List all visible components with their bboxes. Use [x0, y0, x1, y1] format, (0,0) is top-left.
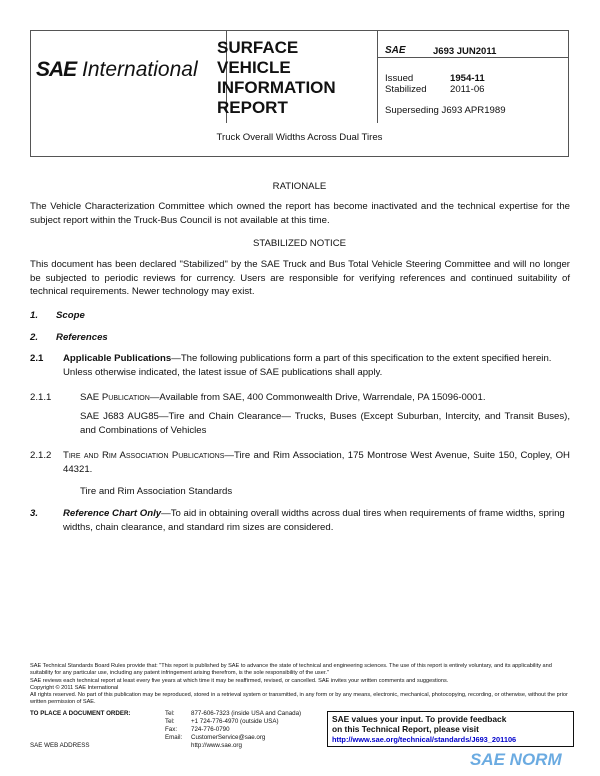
tel-value: +1 724-776-4970 (outside USA): [191, 718, 279, 725]
section-text: —The following publications form a part of this specification to the extent specified herein. Unless otherwise indicated, the latest issue of SAE publications shall apply.: [63, 353, 552, 378]
section-title: Applicable Publications: [63, 353, 172, 364]
section-2-1-number: 2.1: [30, 353, 44, 364]
report-type-line: SURFACE: [217, 38, 299, 57]
section-2-1-1-number: 2.1.1: [30, 392, 52, 403]
section-3-number: 3.: [30, 508, 39, 519]
superseding: Superseding J693 APR1989: [385, 105, 506, 116]
issued-label: Issued: [385, 73, 414, 84]
web-label: SAE WEB ADDRESS: [30, 742, 90, 749]
section-2-1-2: [63, 449, 570, 476]
footer-copyright: Copyright © 2011 SAE International: [30, 684, 119, 691]
web-value[interactable]: http://www.sae.org: [191, 742, 242, 749]
rationale-heading: RATIONALE: [272, 181, 327, 192]
stabilized-heading: STABILIZED NOTICE: [252, 238, 347, 249]
section-2-1-2-number: 2.1.2: [30, 450, 52, 461]
report-type-line: VEHICLE: [217, 58, 291, 77]
stabilized-value: 2011-06: [450, 84, 485, 95]
section-title: References: [56, 332, 108, 343]
footer-legal: [30, 663, 570, 707]
section-number: 1.: [30, 310, 39, 321]
doc-number: J693 JUN2011: [433, 46, 497, 57]
stabilized-text: This document has been declared "Stabilized" by the SAE Truck and Bus Total Vehicle Steering Committee and will no longer be subjected to periodic reviews for currency. Users are responsible for verifying references and continued suitability of technical requirements. Newer technology may exist.: [30, 259, 570, 297]
watermark-logo: SAE NORM: [470, 750, 562, 769]
feedback-text: SAE values your input. To provide feedback: [332, 714, 507, 724]
footer-rules: SAE Technical Standards Board Rules provide that: "This report is published by SAE to advance the state of technical and engineering sciences. The use of this report is entirely voluntary, and its applicability and suitability for any particular use, including any patent infringement arising therefrom, is the sole responsibility of the user.": [30, 663, 552, 677]
section-title: Tire and Rim Association Publications: [63, 450, 225, 461]
report-type-line: INFORMATION: [217, 78, 336, 97]
issued-value: 1954-11: [450, 73, 485, 84]
sae-mark: SAE: [385, 45, 406, 56]
section-1: [30, 309, 85, 323]
tel-value: 877-606-7323 (inside USA and Canada): [191, 710, 302, 717]
report-type-line: REPORT: [217, 98, 288, 117]
email-value[interactable]: CustomerService@sae.org: [191, 734, 266, 741]
tel-label: Tel:: [165, 718, 175, 725]
sae-logo: SAE International: [36, 58, 198, 81]
section-text: —Available from SAE, 400 Commonwealth Drive, Warrendale, PA 15096-0001.: [149, 392, 486, 403]
email-label: Email:: [165, 734, 183, 741]
reference-sae-j683: SAE J683 AUG85—Tire and Chain Clearance— Trucks, Buses (Except Suburban, Intercity, and Transit Buses), and Combinations of Vehicles: [80, 411, 570, 436]
footer-rights: All rights reserved. No part of this publication may be reproduced, stored in a retrieval system or transmitted, in any form or by any means, electronic, mechanical, photocopying, recording, or otherwise, without the prior written permission of SAE.: [30, 692, 568, 706]
section-2-1: [63, 352, 570, 379]
document-title: Truck Overall Widths Across Dual Tires: [216, 132, 383, 143]
feedback-text: on this Technical Report, please visit: [332, 724, 479, 734]
order-contacts: [165, 710, 301, 750]
issue-info: [385, 73, 485, 95]
reference-tire-rim: Tire and Rim Association Standards: [80, 486, 233, 497]
section-number: 2.: [30, 332, 39, 343]
section-title: SAE Publication: [80, 392, 150, 403]
fax-value: 724-776-0790: [191, 726, 230, 733]
rationale-text: The Vehicle Characterization Committee which owned the report has become inactivated and the technical expertise for the subject report within the Truck-Bus Council is not available at this time.: [30, 201, 570, 226]
tel-label: Tel:: [165, 710, 175, 717]
feedback-link[interactable]: http://www.sae.org/technical/standards/J693_201106: [332, 735, 517, 744]
footer-review: SAE reviews each technical report at least every five years at which time it may be reaffirmed, revised, or cancelled. SAE invites your written comments and suggestions.: [30, 677, 449, 684]
section-title: Scope: [56, 310, 85, 321]
feedback-box: [327, 711, 574, 747]
order-label: TO PLACE A DOCUMENT ORDER:: [30, 710, 131, 717]
fax-label: Fax:: [165, 726, 178, 733]
section-2-1-1: [80, 391, 570, 405]
section-text: —Tire and Rim Association, 175 Montrose West Avenue, Suite 150, Copley, OH 44321.: [63, 450, 570, 475]
report-type: [217, 38, 336, 118]
section-title: Reference Chart Only: [63, 508, 162, 519]
stabilized-label: Stabilized: [385, 84, 427, 95]
section-3: [63, 507, 570, 534]
section-text: —To aid in obtaining overall widths across dual tires when requirements of frame widths, spring widths, chain clearance, and standard rim sizes are considered.: [63, 508, 565, 533]
section-2: [30, 331, 108, 345]
